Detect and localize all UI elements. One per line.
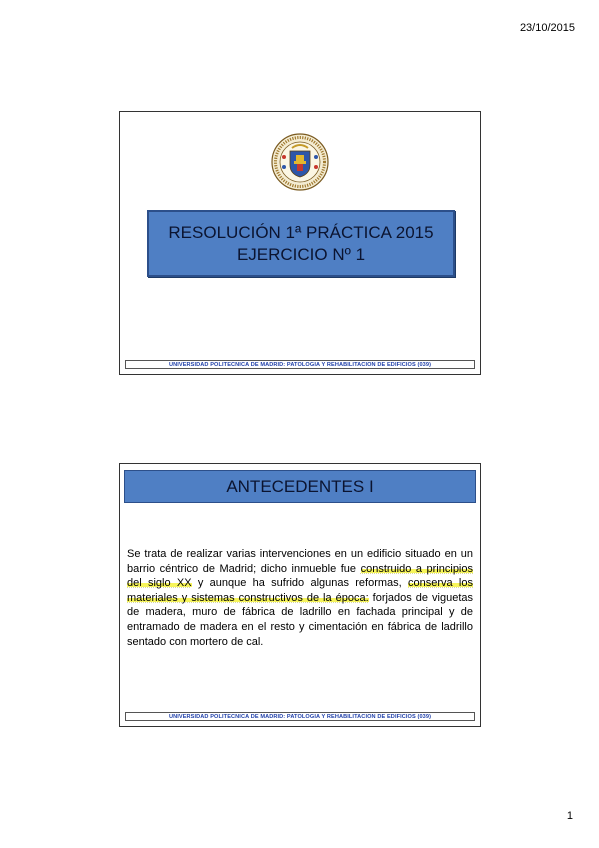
slide-footer: UNIVERSIDAD POLITECNICA DE MADRID: PATOLOGIA Y REHABILITACION DE EDIFICIOS (039): [125, 360, 475, 369]
slide-heading: ANTECEDENTES I: [226, 476, 374, 496]
page-number: 1: [566, 810, 573, 822]
slide-heading-box: [124, 470, 476, 503]
highlighted-text-1: construido a principios del siglo XX: [127, 562, 473, 590]
page-date: 23/10/2015: [519, 22, 575, 34]
slide-title-line2: EJERCICIO Nº 1: [236, 244, 366, 264]
slide-1: [119, 111, 481, 375]
slide-title-line1: RESOLUCIÓN 1ª PRÁCTICA 2015: [168, 222, 434, 242]
slide-footer: UNIVERSIDAD POLITECNICA DE MADRID: PATOLOGIA Y REHABILITACION DE EDIFICIOS (039): [125, 712, 475, 721]
body-text-part2: y aunque ha sufrido algunas reformas,: [191, 577, 409, 590]
slide-2: [119, 463, 481, 727]
body-text-part1: Se trata de realizar varias intervenciones en un edificio situado en un barrio céntrico de Madrid; dicho inmueble fue: [127, 548, 473, 575]
title-box: [147, 210, 455, 277]
body-text-part3: forjados de viguetas de madera, muro de fábrica de ladrillo en fachada principal y de entramado de madera en el resto y cimentación en fábrica de ladrillo sentado con mortero de cal.: [127, 591, 473, 648]
upm-crest-logo: [271, 133, 329, 191]
highlighted-text-2: conserva los materiales y sistemas constructivos de la época:: [127, 577, 473, 604]
slide-body-text: [127, 547, 473, 649]
